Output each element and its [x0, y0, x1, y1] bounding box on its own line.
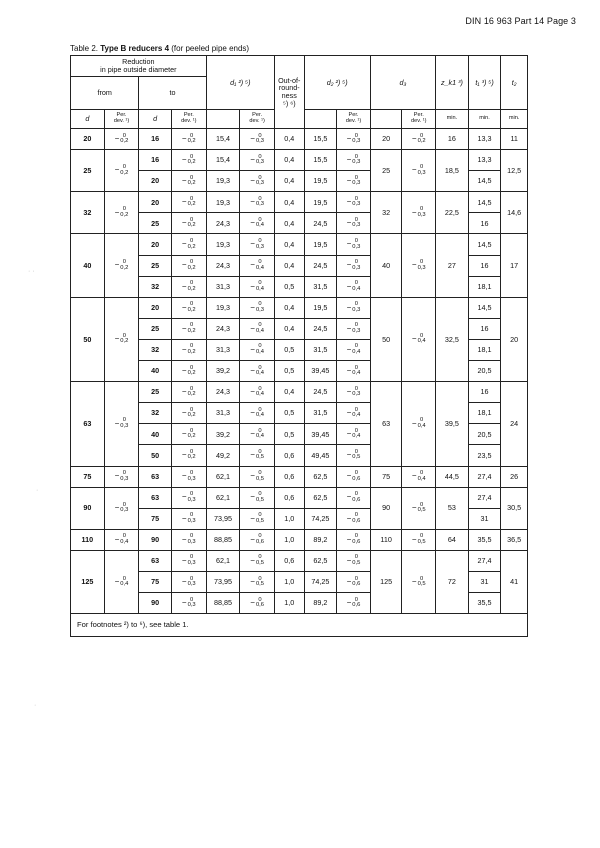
- d3-cell: 40: [370, 234, 402, 297]
- to-d-cell: 63: [139, 466, 172, 487]
- zk1-cell: 32,5: [436, 297, 469, 381]
- perdev-header: Per. dev. ¹): [240, 110, 275, 129]
- t1-cell: 14,5: [468, 171, 501, 192]
- from-dev-cell: − 0 0,3: [104, 382, 139, 466]
- d1-dev-cell: − 0 0,5: [240, 550, 275, 571]
- d2-cell: 15,5: [304, 150, 337, 171]
- to-d-cell: 32: [139, 403, 172, 424]
- zk1-cell: 39,5: [436, 382, 469, 466]
- d1-dev-cell: − 0 0,4: [240, 318, 275, 339]
- table-row: [71, 297, 528, 318]
- out-of-roundness-cell: 0,5: [274, 339, 304, 360]
- out-of-roundness-cell: 0,4: [274, 255, 304, 276]
- to-d-cell: 90: [139, 593, 172, 614]
- d1-cell: 31,3: [206, 403, 240, 424]
- t1-cell: 31: [468, 571, 501, 592]
- d3-dev-cell: − 0 0,3: [402, 234, 436, 297]
- zk1-cell: 22,5: [436, 192, 469, 234]
- d3-dev-cell: − 0 0,3: [402, 150, 436, 192]
- table-row: [71, 550, 528, 571]
- d2-dev-cell: − 0 0,3: [337, 192, 371, 213]
- d1-dev-cell: − 0 0,3: [240, 234, 275, 255]
- out-of-roundness-cell: 0,4: [274, 318, 304, 339]
- to-dev-cell: − 0 0,2: [171, 213, 206, 234]
- t1-cell: 16: [468, 318, 501, 339]
- perdev-header: Per. dev. ¹): [171, 110, 206, 129]
- d-to-header: d: [139, 110, 172, 129]
- table-row: [71, 192, 528, 213]
- t1-cell: 16: [468, 213, 501, 234]
- to-d-cell: 20: [139, 297, 172, 318]
- d3-dev-cell: − 0 0,4: [402, 297, 436, 381]
- zk1-header: z_k1 ³): [436, 56, 469, 110]
- out-of-roundness-cell: 0,6: [274, 487, 304, 508]
- d1-dev-cell: − 0 0,4: [240, 382, 275, 403]
- from-header: from: [71, 77, 139, 110]
- min-header: min.: [501, 110, 528, 129]
- to-d-cell: 32: [139, 276, 172, 297]
- d1-dev-cell: − 0 0,4: [240, 213, 275, 234]
- out-of-roundness-cell: 0,5: [274, 361, 304, 382]
- zk1-cell: 72: [436, 550, 469, 613]
- d1-dev-cell: − 0 0,3: [240, 150, 275, 171]
- min-header: min.: [436, 110, 469, 129]
- table-row: [71, 529, 528, 550]
- d1-dev-cell: − 0 0,4: [240, 424, 275, 445]
- d2-cell: 62,5: [304, 550, 337, 571]
- to-dev-cell: − 0 0,2: [171, 318, 206, 339]
- reduction-header: Reduction in pipe outside diameter: [71, 56, 207, 77]
- out-of-roundness-cell: 0,5: [274, 276, 304, 297]
- d2-cell: 31,5: [304, 403, 337, 424]
- from-d-cell: 32: [71, 192, 105, 234]
- d-from-header: d: [71, 110, 105, 129]
- d2-dev-cell: − 0 0,4: [337, 276, 371, 297]
- d2-cell: 24,5: [304, 255, 337, 276]
- out-of-roundness-cell: 0,4: [274, 129, 304, 150]
- t1-cell: 20,5: [468, 361, 501, 382]
- from-dev-cell: − 0 0,2: [104, 234, 139, 297]
- d1-cell: 39,2: [206, 361, 240, 382]
- d1-dev-cell: − 0 0,3: [240, 129, 275, 150]
- zk1-cell: 27: [436, 234, 469, 297]
- d3-dev-cell: − 0 0,2: [402, 129, 436, 150]
- d1-dev-cell: − 0 0,3: [240, 192, 275, 213]
- d2-dev-cell: − 0 0,6: [337, 508, 371, 529]
- d2-cell: 39,45: [304, 361, 337, 382]
- d3-dev-cell: − 0 0,4: [402, 466, 436, 487]
- d2-cell: 31,5: [304, 276, 337, 297]
- to-d-cell: 40: [139, 361, 172, 382]
- min-header: min.: [468, 110, 501, 129]
- to-d-cell: 25: [139, 213, 172, 234]
- d2-dev-cell: − 0 0,4: [337, 361, 371, 382]
- d1-dev-cell: − 0 0,4: [240, 276, 275, 297]
- d1-dev-cell: − 0 0,6: [240, 593, 275, 614]
- to-dev-cell: − 0 0,3: [171, 508, 206, 529]
- t1-cell: 18,1: [468, 276, 501, 297]
- out-of-roundness-cell: 0,4: [274, 297, 304, 318]
- d1-dev-cell: − 0 0,4: [240, 255, 275, 276]
- from-dev-cell: − 0 0,4: [104, 550, 139, 613]
- d1-cell: 62,1: [206, 487, 240, 508]
- d2-dev-cell: − 0 0,6: [337, 593, 371, 614]
- from-d-cell: 50: [71, 297, 105, 381]
- d2-dev-cell: − 0 0,5: [337, 445, 371, 466]
- d2-cell: 74,25: [304, 508, 337, 529]
- from-d-cell: 125: [71, 550, 105, 613]
- to-dev-cell: − 0 0,2: [171, 255, 206, 276]
- d1-dev-cell: − 0 0,5: [240, 487, 275, 508]
- to-header: to: [139, 77, 206, 110]
- d1-dev-cell: − 0 0,5: [240, 508, 275, 529]
- perdev-header: Per. dev. ¹): [337, 110, 371, 129]
- from-dev-cell: − 0 0,3: [104, 487, 139, 529]
- t1-cell: 20,5: [468, 424, 501, 445]
- t1-cell: 27,4: [468, 550, 501, 571]
- t1-cell: 18,1: [468, 339, 501, 360]
- zk1-cell: 16: [436, 129, 469, 150]
- d1-cell: 49,2: [206, 445, 240, 466]
- to-d-cell: 20: [139, 192, 172, 213]
- out-of-roundness-cell: 0,4: [274, 382, 304, 403]
- from-dev-cell: − 0 0,2: [104, 297, 139, 381]
- table-row: [71, 234, 528, 255]
- out-of-roundness-cell: 0,5: [274, 403, 304, 424]
- to-dev-cell: − 0 0,2: [171, 171, 206, 192]
- to-dev-cell: − 0 0,3: [171, 529, 206, 550]
- d1-dev-cell: − 0 0,4: [240, 403, 275, 424]
- t1-cell: 18,1: [468, 403, 501, 424]
- d2-dev-cell: − 0 0,6: [337, 466, 371, 487]
- from-dev-cell: − 0 0,2: [104, 150, 139, 192]
- d1-cell: 88,85: [206, 529, 240, 550]
- d1-dev-cell: − 0 0,5: [240, 466, 275, 487]
- out-of-roundness-cell: 0,4: [274, 171, 304, 192]
- out-of-roundness-cell: 0,6: [274, 550, 304, 571]
- t1-cell: 27,4: [468, 466, 501, 487]
- d3-dev-cell: − 0 0,5: [402, 550, 436, 613]
- out-of-roundness-cell: 0,4: [274, 192, 304, 213]
- out-of-roundness-cell: 1,0: [274, 593, 304, 614]
- from-d-cell: 110: [71, 529, 105, 550]
- t1-cell: 13,3: [468, 150, 501, 171]
- d2-dev-cell: − 0 0,3: [337, 213, 371, 234]
- t1-cell: 23,5: [468, 445, 501, 466]
- d1-dev-cell: − 0 0,4: [240, 361, 275, 382]
- t1-cell: 16: [468, 382, 501, 403]
- t1-cell: 13,3: [468, 129, 501, 150]
- t1-cell: 14,5: [468, 192, 501, 213]
- d2-cell: 89,2: [304, 529, 337, 550]
- d2-cell: 19,5: [304, 297, 337, 318]
- d1-dev-cell: − 0 0,3: [240, 171, 275, 192]
- d2-cell: 62,5: [304, 487, 337, 508]
- out-of-roundness-cell: 1,0: [274, 571, 304, 592]
- d3-cell: 90: [370, 487, 402, 529]
- perdev-header: Per. dev. ¹): [402, 110, 436, 129]
- d3-dev-cell: − 0 0,5: [402, 529, 436, 550]
- to-dev-cell: − 0 0,2: [171, 234, 206, 255]
- to-d-cell: 40: [139, 424, 172, 445]
- d3-dev-cell: − 0 0,5: [402, 487, 436, 529]
- to-d-cell: 32: [139, 339, 172, 360]
- to-dev-cell: − 0 0,2: [171, 361, 206, 382]
- to-dev-cell: − 0 0,2: [171, 403, 206, 424]
- t2-cell: 12,5: [501, 150, 528, 192]
- out-of-roundness-cell: 0,6: [274, 466, 304, 487]
- d2-cell: 49,45: [304, 445, 337, 466]
- from-d-cell: 25: [71, 150, 105, 192]
- d1-cell: 24,3: [206, 318, 240, 339]
- t1-cell: 14,5: [468, 297, 501, 318]
- out-of-roundness-cell: 1,0: [274, 508, 304, 529]
- t1-cell: 35,5: [468, 529, 501, 550]
- d2-cell: 39,45: [304, 424, 337, 445]
- from-dev-cell: − 0 0,2: [104, 192, 139, 234]
- d2-dev-cell: − 0 0,3: [337, 255, 371, 276]
- d3-cell: 110: [370, 529, 402, 550]
- to-dev-cell: − 0 0,3: [171, 550, 206, 571]
- to-dev-cell: − 0 0,2: [171, 382, 206, 403]
- t2-header: t₂: [501, 56, 528, 110]
- table-row: [71, 129, 528, 150]
- to-d-cell: 16: [139, 129, 172, 150]
- t2-cell: 24: [501, 382, 528, 466]
- from-d-cell: 90: [71, 487, 105, 529]
- d3-dev-cell: − 0 0,3: [402, 192, 436, 234]
- d2-dev-cell: − 0 0,6: [337, 529, 371, 550]
- from-dev-cell: − 0 0,3: [104, 466, 139, 487]
- to-d-cell: 63: [139, 487, 172, 508]
- d2-dev-cell: − 0 0,3: [337, 297, 371, 318]
- out-of-roundness-cell: 0,4: [274, 234, 304, 255]
- d2-cell: 19,5: [304, 171, 337, 192]
- table-row: [71, 466, 528, 487]
- d1-cell: 24,3: [206, 213, 240, 234]
- to-d-cell: 20: [139, 234, 172, 255]
- d1-cell: 19,3: [206, 171, 240, 192]
- d1-cell: 73,95: [206, 571, 240, 592]
- d1-cell: 31,3: [206, 276, 240, 297]
- to-dev-cell: − 0 0,2: [171, 192, 206, 213]
- d2-dev-cell: − 0 0,4: [337, 403, 371, 424]
- d2-dev-cell: − 0 0,4: [337, 339, 371, 360]
- t1-header: t₁ ³) ⁵): [468, 56, 501, 110]
- d3-cell: 20: [370, 129, 402, 150]
- to-dev-cell: − 0 0,3: [171, 571, 206, 592]
- to-dev-cell: − 0 0,2: [171, 339, 206, 360]
- to-d-cell: 25: [139, 255, 172, 276]
- d1-cell: 88,85: [206, 593, 240, 614]
- t2-cell: 41: [501, 550, 528, 613]
- from-d-cell: 20: [71, 129, 105, 150]
- d2-cell: 74,25: [304, 571, 337, 592]
- d3-cell: 63: [370, 382, 402, 466]
- t1-cell: 14,5: [468, 234, 501, 255]
- table-caption: Table 2. Type B reducers 4 (for peeled pipe ends): [70, 44, 250, 53]
- to-dev-cell: − 0 0,3: [171, 593, 206, 614]
- t2-cell: 17: [501, 234, 528, 297]
- d1-cell: 39,2: [206, 424, 240, 445]
- t1-cell: 16: [468, 255, 501, 276]
- d2-cell: 19,5: [304, 234, 337, 255]
- out-of-roundness-cell: 0,4: [274, 150, 304, 171]
- page-header: DIN 16 963 Part 14 Page 3: [465, 16, 576, 26]
- d2-cell: 31,5: [304, 339, 337, 360]
- d2-cell: 89,2: [304, 593, 337, 614]
- d1-cell: 24,3: [206, 382, 240, 403]
- d2-dev-cell: − 0 0,3: [337, 318, 371, 339]
- to-d-cell: 16: [139, 150, 172, 171]
- d1-cell: 62,1: [206, 466, 240, 487]
- table-row: [71, 150, 528, 171]
- to-d-cell: 25: [139, 318, 172, 339]
- out-of-roundness-cell: 0,4: [274, 213, 304, 234]
- d2-dev-cell: − 0 0,3: [337, 129, 371, 150]
- to-d-cell: 90: [139, 529, 172, 550]
- d2-dev-cell: − 0 0,3: [337, 171, 371, 192]
- d1-dev-cell: − 0 0,6: [240, 529, 275, 550]
- d1-cell: 15,4: [206, 150, 240, 171]
- zk1-cell: 64: [436, 529, 469, 550]
- perdev-header: Per. dev. ¹): [104, 110, 139, 129]
- d1-cell: 62,1: [206, 550, 240, 571]
- d2-dev-cell: − 0 0,3: [337, 234, 371, 255]
- table-row: [71, 487, 528, 508]
- to-dev-cell: − 0 0,3: [171, 466, 206, 487]
- d3-dev-cell: − 0 0,4: [402, 382, 436, 466]
- t2-cell: 36,5: [501, 529, 528, 550]
- d1-cell: 31,3: [206, 339, 240, 360]
- d1-dev-cell: − 0 0,4: [240, 339, 275, 360]
- zk1-cell: 53: [436, 487, 469, 529]
- zk1-cell: 44,5: [436, 466, 469, 487]
- from-d-cell: 75: [71, 466, 105, 487]
- d2-dev-cell: − 0 0,3: [337, 150, 371, 171]
- t1-cell: 27,4: [468, 487, 501, 508]
- d1-cell: 24,3: [206, 255, 240, 276]
- out-of-roundness-header: Out-of- round- ness ⁵) ⁶): [274, 56, 304, 129]
- to-dev-cell: − 0 0,2: [171, 445, 206, 466]
- to-dev-cell: − 0 0,3: [171, 487, 206, 508]
- t1-cell: 31: [468, 508, 501, 529]
- d3-header: d₃: [370, 56, 435, 110]
- d1-header: d₁ ²) ⁵): [206, 56, 274, 110]
- to-d-cell: 63: [139, 550, 172, 571]
- to-dev-cell: − 0 0,2: [171, 150, 206, 171]
- d2-dev-cell: − 0 0,3: [337, 382, 371, 403]
- d3-cell: 50: [370, 297, 402, 381]
- d3-cell: 25: [370, 150, 402, 192]
- to-d-cell: 20: [139, 171, 172, 192]
- d1-dev-cell: − 0 0,5: [240, 571, 275, 592]
- t2-cell: 26: [501, 466, 528, 487]
- d2-dev-cell: − 0 0,6: [337, 487, 371, 508]
- d2-cell: 24,5: [304, 318, 337, 339]
- d2-cell: 15,5: [304, 129, 337, 150]
- d1-cell: 73,95: [206, 508, 240, 529]
- d3-cell: 125: [370, 550, 402, 613]
- t2-cell: 30,5: [501, 487, 528, 529]
- to-d-cell: 75: [139, 508, 172, 529]
- d2-cell: 19,5: [304, 192, 337, 213]
- from-dev-cell: − 0 0,4: [104, 529, 139, 550]
- d2-dev-cell: − 0 0,6: [337, 571, 371, 592]
- out-of-roundness-cell: 0,6: [274, 445, 304, 466]
- to-dev-cell: − 0 0,2: [171, 424, 206, 445]
- d1-cell: 19,3: [206, 234, 240, 255]
- d3-cell: 75: [370, 466, 402, 487]
- from-d-cell: 63: [71, 382, 105, 466]
- d2-cell: 24,5: [304, 382, 337, 403]
- d2-header: d₂ ²) ⁵): [304, 56, 370, 110]
- from-dev-cell: − 0 0,2: [104, 129, 139, 150]
- to-d-cell: 25: [139, 382, 172, 403]
- d2-cell: 62,5: [304, 466, 337, 487]
- from-d-cell: 40: [71, 234, 105, 297]
- d2-cell: 24,5: [304, 213, 337, 234]
- out-of-roundness-cell: 1,0: [274, 529, 304, 550]
- t2-cell: 11: [501, 129, 528, 150]
- to-dev-cell: − 0 0,2: [171, 297, 206, 318]
- d1-cell: 15,4: [206, 129, 240, 150]
- to-d-cell: 50: [139, 445, 172, 466]
- table-row: [71, 382, 528, 403]
- t2-cell: 20: [501, 297, 528, 381]
- table-footnote: For footnotes ²) to ⁶), see table 1.: [71, 614, 528, 637]
- d1-cell: 19,3: [206, 297, 240, 318]
- to-d-cell: 75: [139, 571, 172, 592]
- out-of-roundness-cell: 0,5: [274, 424, 304, 445]
- reducers-table: [70, 55, 528, 637]
- t1-cell: 35,5: [468, 593, 501, 614]
- to-dev-cell: − 0 0,2: [171, 129, 206, 150]
- d1-dev-cell: − 0 0,3: [240, 297, 275, 318]
- t2-cell: 14,6: [501, 192, 528, 234]
- d2-dev-cell: − 0 0,5: [337, 550, 371, 571]
- to-dev-cell: − 0 0,2: [171, 276, 206, 297]
- zk1-cell: 18,5: [436, 150, 469, 192]
- d3-cell: 32: [370, 192, 402, 234]
- d2-dev-cell: − 0 0,4: [337, 424, 371, 445]
- d1-dev-cell: − 0 0,5: [240, 445, 275, 466]
- d1-cell: 19,3: [206, 192, 240, 213]
